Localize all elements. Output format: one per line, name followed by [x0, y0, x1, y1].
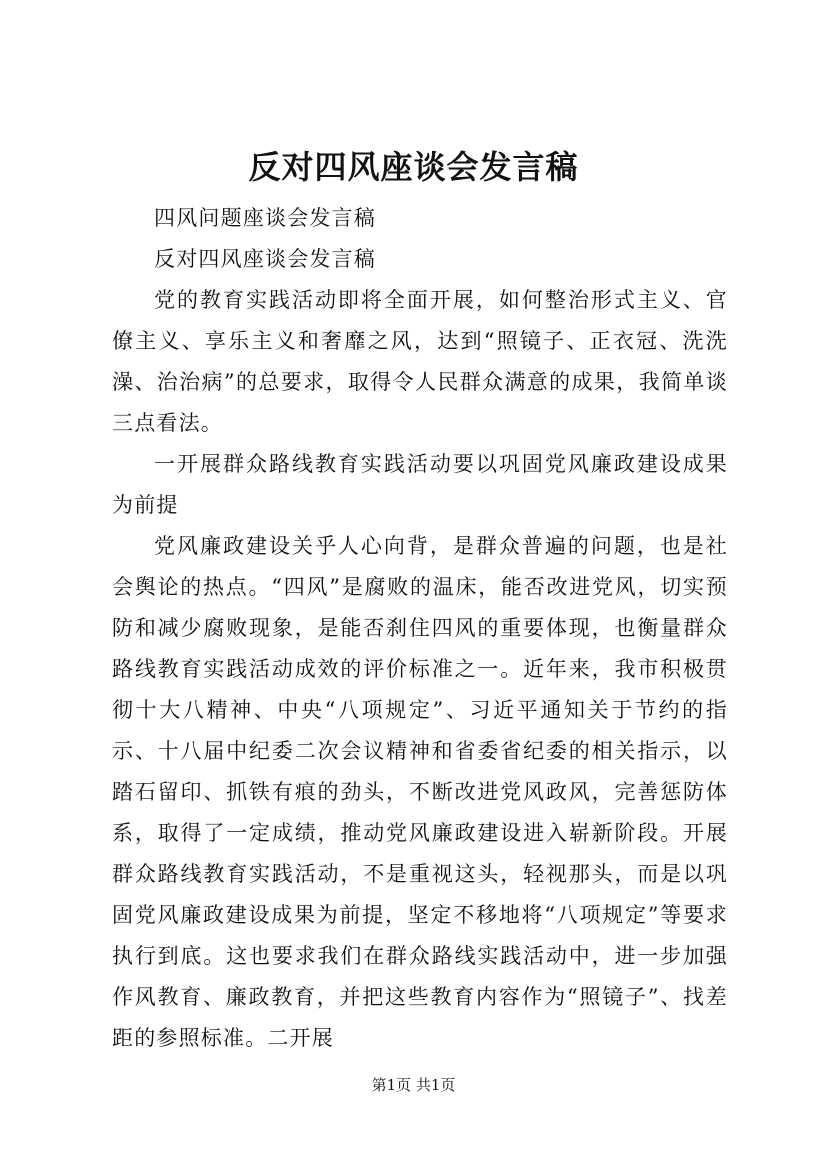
paragraph-subtitle-1: 四风问题座谈会发言稿	[154, 206, 376, 230]
paragraph-main: 党风廉政建设关乎人心向背，是群众普遍的问题，也是社会舆论的热点。“四风”是腐败的温床，能否改进党风，切实预防和减少腐败现象，是能否刹住四风的重要体现，也衡量群众路线教育实践活动成效的评价标准之一。近年来，我市积极贯彻十大八精神、中央“八项规定”、习近平通知关于节约的指示、十八届中纪委二次会议精神和省委省纪委的相关指示，以踏石留印、抓铁有痕的劲头，不断改进党风政风，完善惩防体系，取得了一定成绩，推动党风廉政建设进入崭新阶段。开展群众路线教育实践活动，不是重视这头，轻视那头，而是以巩固党风廉政建设成果为前提，坚定不移地将“八项规定”等要求执行到底。这也要求我们在群众路线实践活动中，进一步加强作风教育、廉政教育，并把这些教育内容作为“照镜子”、找差距的参照标准。二开展	[112, 534, 728, 1050]
document-body	[112, 198, 728, 1059]
paragraph-heading-1: 一开展群众路线教育实践活动要以巩固党风廉政建设成果为前提	[112, 452, 728, 517]
page-footer: 第1页 共1页	[371, 1076, 456, 1094]
paragraph-subtitle-2: 反对四风座谈会发言稿	[154, 247, 376, 271]
document-title: 反对四风座谈会发言稿	[248, 148, 579, 186]
paragraph-intro: 党的教育实践活动即将全面开展，如何整治形式主义、官僚主义、享乐主义和奢靡之风，达到“照镜子、正衣冠、洗洗澡、治治病”的总要求，取得令人民群众满意的成果，我简单谈三点看法。	[112, 288, 728, 435]
